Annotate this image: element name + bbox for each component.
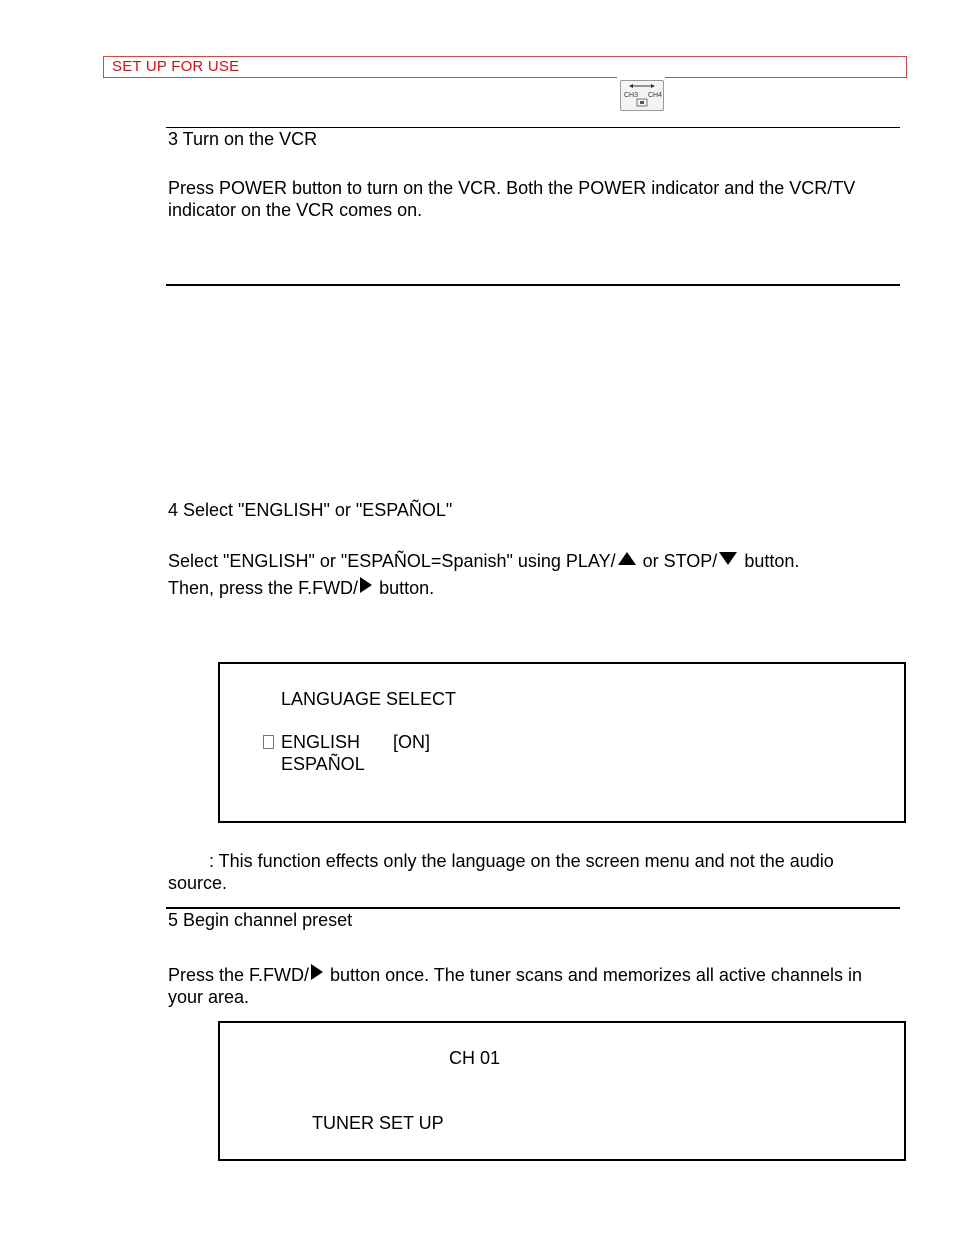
ch3-label: CH3	[624, 92, 639, 99]
step4-line1-b: or STOP/	[637, 551, 718, 571]
step3-title: 3 Turn on the VCR	[168, 129, 318, 149]
ch4-label: CH4	[648, 92, 663, 99]
divider-step3-end	[166, 284, 900, 286]
tuner-setup-label: TUNER SET UP	[312, 1113, 444, 1133]
step4-line2-a: Then, press the F.FWD/	[168, 578, 359, 598]
option-english-status: [ON]	[393, 732, 431, 752]
step4-title: 4 Select "ENGLISH" or "ESPAÑOL"	[168, 500, 453, 520]
step4-line2-b: button.	[374, 578, 435, 598]
language-select-title: LANGUAGE SELECT	[281, 689, 457, 709]
step4-line1-c: button.	[739, 551, 800, 571]
step3-body-line2: indicator on the VCR comes on.	[168, 200, 423, 220]
step4-note-line2: source.	[168, 873, 228, 893]
right-triangle-icon	[360, 577, 372, 593]
right-triangle-icon	[311, 964, 323, 980]
section-header-label: SET UP FOR USE	[112, 58, 240, 75]
step4-instruction-line2	[168, 577, 434, 599]
tuner-setup-screen	[218, 1021, 906, 1161]
option-english: ENGLISH	[281, 732, 361, 752]
step4-instruction-line1	[168, 550, 799, 572]
step5-instruction-line1	[168, 964, 862, 986]
up-triangle-icon	[618, 552, 636, 566]
step4-line1-a: Select "ENGLISH" or "ESPAÑOL=Spanish" using PLAY/	[168, 551, 616, 571]
step5-title: 5 Begin channel preset	[168, 910, 353, 930]
step3-body-line1: Press POWER button to turn on the VCR. Both the POWER indicator and the VCR/TV	[168, 178, 856, 198]
step5-line1-b: button once. The tuner scans and memorizes all active channels in	[325, 965, 862, 985]
ch3-ch4-switch-icon	[620, 80, 664, 111]
selection-cursor-icon	[263, 735, 274, 749]
step5-line1-a: Press the F.FWD/	[168, 965, 310, 985]
tuner-channel-readout: CH 01	[449, 1048, 501, 1068]
step4-note-line1: : This function effects only the language on the screen menu and not the audio	[209, 851, 834, 871]
option-espanol: ESPAÑOL	[281, 754, 365, 774]
step5-instruction-line2: your area.	[168, 987, 250, 1007]
down-triangle-icon	[719, 552, 737, 566]
